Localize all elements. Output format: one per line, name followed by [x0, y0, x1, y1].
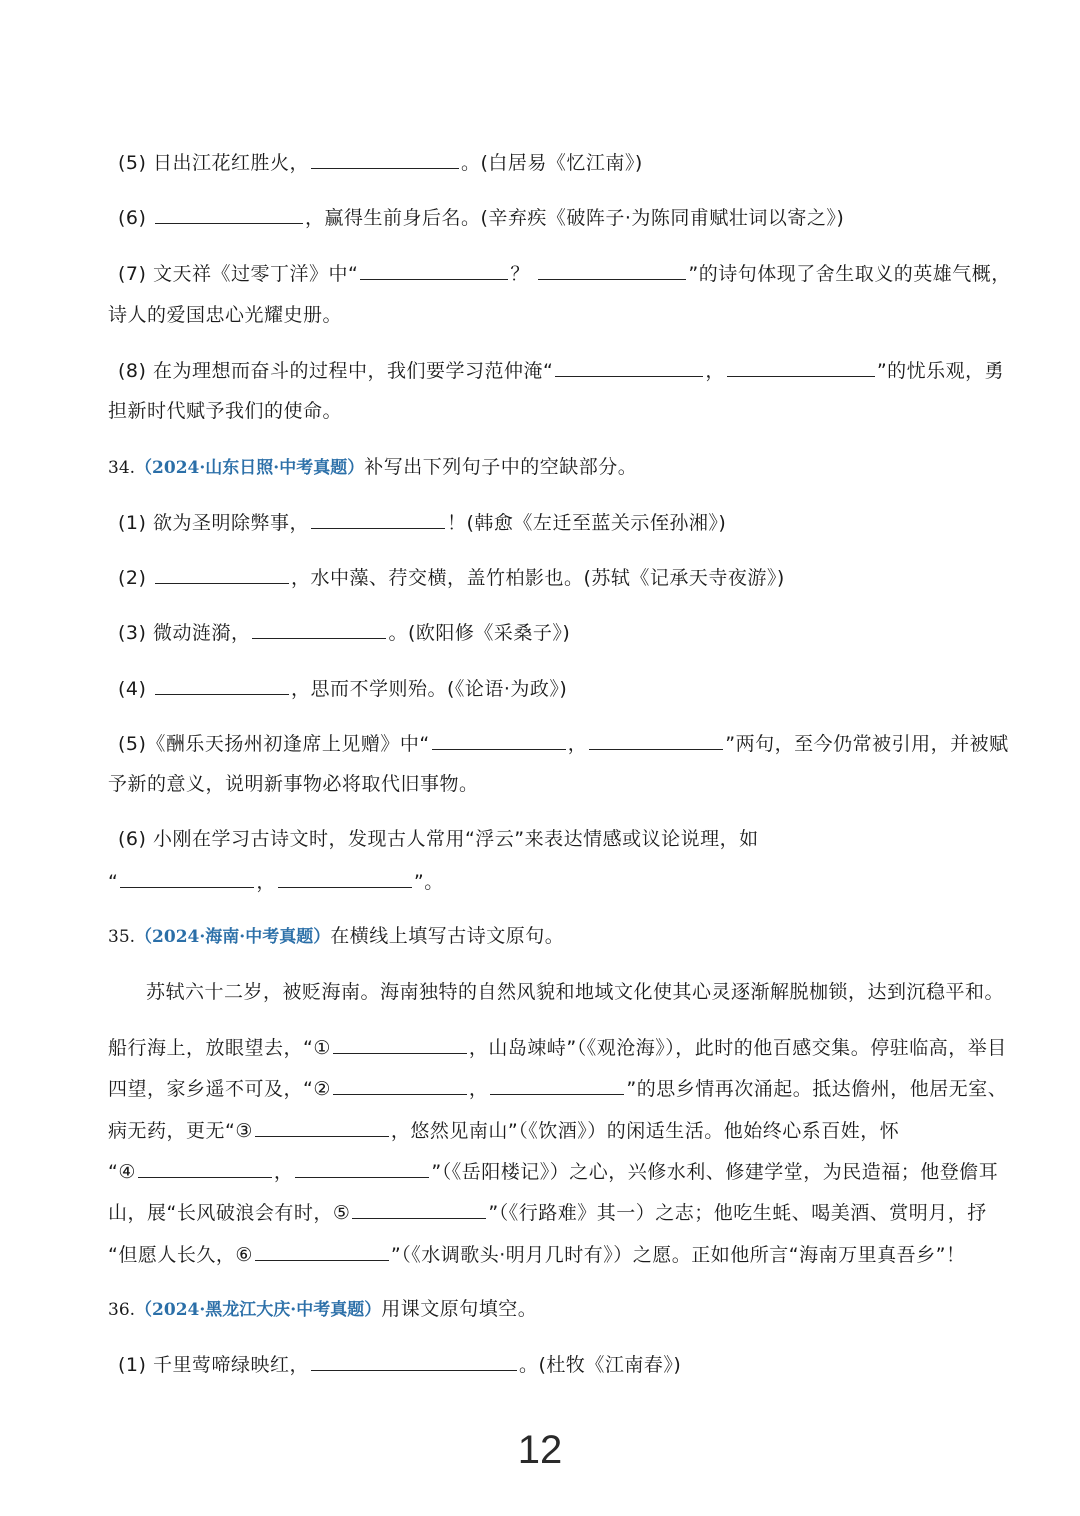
- answer-blank[interactable]: [311, 150, 459, 169]
- question-text: 用课文原句填空。: [381, 1298, 538, 1320]
- question-34-heading: [108, 455, 637, 480]
- text: ”（《水调歌头·明月几时有》）之愿。正如他所言“海南万里真吾乡”！: [390, 1244, 966, 1266]
- q35-paragraph-line: 苏轼六十二岁，被贬海南。海南独特的自然风貌和地域文化使其心灵逐渐解脱枷锁，达到沉稳平和。: [146, 981, 1005, 1003]
- q35-paragraph-line: [108, 1118, 899, 1143]
- answer-blank[interactable]: [352, 1200, 486, 1219]
- q34-item-5: [118, 731, 1009, 756]
- text: “④: [108, 1161, 136, 1183]
- q34-item-6-continued: [108, 869, 444, 894]
- text: 四望，家乡遥不可及，“②: [108, 1078, 331, 1100]
- text: 。(杜牧《江南春》): [518, 1354, 682, 1376]
- item-6-pozhenzi: [118, 205, 844, 230]
- text: ”（《岳阳楼记》）之心，兴修水利、修建学堂，为民造福；他登儋耳: [431, 1161, 999, 1183]
- text: ”的忧乐观，勇: [876, 360, 1005, 382]
- text: ”的思乡情再次涌起。抵达儋州，他居无室、: [626, 1078, 1008, 1100]
- question-number: 36.: [108, 1300, 136, 1320]
- answer-blank[interactable]: [333, 1076, 467, 1095]
- answer-blank[interactable]: [589, 731, 723, 750]
- text: (1) 欲为圣明除弊事，: [118, 512, 309, 534]
- answer-blank[interactable]: [255, 1242, 389, 1261]
- text: (7) 文天祥《过零丁洋》中“: [118, 263, 359, 285]
- q34-item-3: [118, 620, 570, 645]
- answer-blank[interactable]: [555, 358, 703, 377]
- text: ，赢得生前身后名。(辛弃疾《破阵子·为陈同甫赋壮词以寄之》): [304, 207, 845, 229]
- answer-blank[interactable]: [278, 869, 412, 888]
- text: ”（《行路难》其一）之志；他吃生蚝、喝美酒、赏明月，抒: [488, 1202, 987, 1224]
- text: ，: [705, 360, 725, 382]
- text: ”的诗句体现了舍生取义的英雄气概，: [688, 263, 1011, 285]
- question-text: 补写出下列句子中的空缺部分。: [364, 456, 638, 478]
- answer-blank[interactable]: [727, 358, 875, 377]
- q34-item-6: (6) 小刚在学习古诗文时，发现古人常用“浮云”来表达情感或议论说理，如: [118, 828, 759, 850]
- text: 船行海上，放眼望去，“①: [108, 1037, 331, 1059]
- source-tag: （2024·山东日照·中考真题）: [135, 458, 365, 478]
- source-tag: （2024·黑龙江大庆·中考真题）: [135, 1300, 382, 1320]
- answer-blank[interactable]: [333, 1035, 467, 1054]
- q35-paragraph-line: [108, 1159, 998, 1184]
- q35-paragraph-line: [108, 1242, 965, 1267]
- answer-blank[interactable]: [155, 565, 289, 584]
- page-number: 12: [517, 1428, 563, 1472]
- text: (1) 千里莺啼绿映红，: [118, 1354, 309, 1376]
- question-35-heading: [108, 924, 564, 949]
- text: ？: [510, 263, 530, 285]
- answer-blank[interactable]: [432, 731, 566, 750]
- text: ”。: [413, 871, 444, 893]
- item-8-continued: 担新时代赋予我们的使命。: [108, 400, 343, 422]
- answer-blank[interactable]: [538, 261, 686, 280]
- text: 。(欧阳修《采桑子》): [388, 622, 571, 644]
- answer-blank[interactable]: [155, 205, 303, 224]
- item-5-jiangnan: [118, 150, 643, 175]
- answer-blank[interactable]: [155, 676, 289, 695]
- q35-paragraph-line: [108, 1200, 987, 1225]
- text: ，悠然见南山”（《饮酒》）的闲适生活。他始终心系百姓，怀: [390, 1120, 900, 1142]
- text: (4): [118, 678, 153, 700]
- text: (5)《酬乐天扬州初逢席上见赠》中“: [118, 733, 430, 755]
- text: (2): [118, 567, 153, 589]
- answer-blank[interactable]: [311, 1352, 517, 1371]
- text: ”两句，至今仍常被引用，并被赋: [725, 733, 1009, 755]
- text: 病无药，更无“③: [108, 1120, 253, 1142]
- text: 山，展“长风破浪会有时，⑤: [108, 1202, 351, 1224]
- source-tag: （2024·海南·中考真题）: [135, 927, 331, 947]
- text: “: [108, 871, 119, 893]
- answer-blank[interactable]: [138, 1159, 272, 1178]
- answer-blank[interactable]: [311, 510, 445, 529]
- q34-item-1: [118, 510, 726, 535]
- item-8-fanzhongyan: [118, 358, 1004, 383]
- text: ，: [273, 1161, 294, 1183]
- q36-item-1: [118, 1352, 681, 1377]
- item-7-lingdingyang: [118, 261, 1011, 286]
- answer-blank[interactable]: [120, 869, 254, 888]
- text: ，: [567, 733, 588, 755]
- text: (8) 在为理想而奋斗的过程中，我们要学习范仲淹“: [118, 360, 554, 382]
- text: ，水中藻、荇交横，盖竹柏影也。(苏轼《记承天寺夜游》): [290, 567, 785, 589]
- question-number: 34.: [108, 458, 136, 478]
- question-text: 在横线上填写古诗文原句。: [330, 925, 565, 947]
- question-36-heading: [108, 1297, 537, 1322]
- text: (3) 微动涟漪，: [118, 622, 251, 644]
- answer-blank[interactable]: [295, 1159, 429, 1178]
- text: “但愿人长久，⑥: [108, 1244, 253, 1266]
- text: ，: [256, 871, 276, 893]
- question-number: 35.: [108, 927, 136, 947]
- q34-item-4: [118, 676, 567, 701]
- text: ，思而不学则殆。(《论语·为政》): [290, 678, 568, 700]
- item-7-continued: 诗人的爱国忠心光耀史册。: [108, 304, 343, 326]
- text: ，: [468, 1078, 489, 1100]
- text: 。(白居易《忆江南》): [460, 152, 643, 174]
- answer-blank[interactable]: [360, 261, 508, 280]
- q34-item-5-continued: 予新的意义，说明新事物必将取代旧事物。: [108, 773, 479, 795]
- text: (6): [118, 207, 153, 229]
- q35-paragraph-line: [108, 1076, 1007, 1101]
- answer-blank[interactable]: [490, 1076, 624, 1095]
- text: ！(韩愈《左迁至蓝关示侄孙湘》): [446, 512, 727, 534]
- q34-item-2: [118, 565, 785, 590]
- q35-paragraph-line: [108, 1035, 1007, 1060]
- answer-blank[interactable]: [255, 1118, 389, 1137]
- answer-blank[interactable]: [252, 620, 386, 639]
- text: (5) 日出江花红胜火，: [118, 152, 309, 174]
- text: ，山岛竦峙”（《观沧海》），此时的他百感交集。停驻临高，举目: [468, 1037, 1007, 1059]
